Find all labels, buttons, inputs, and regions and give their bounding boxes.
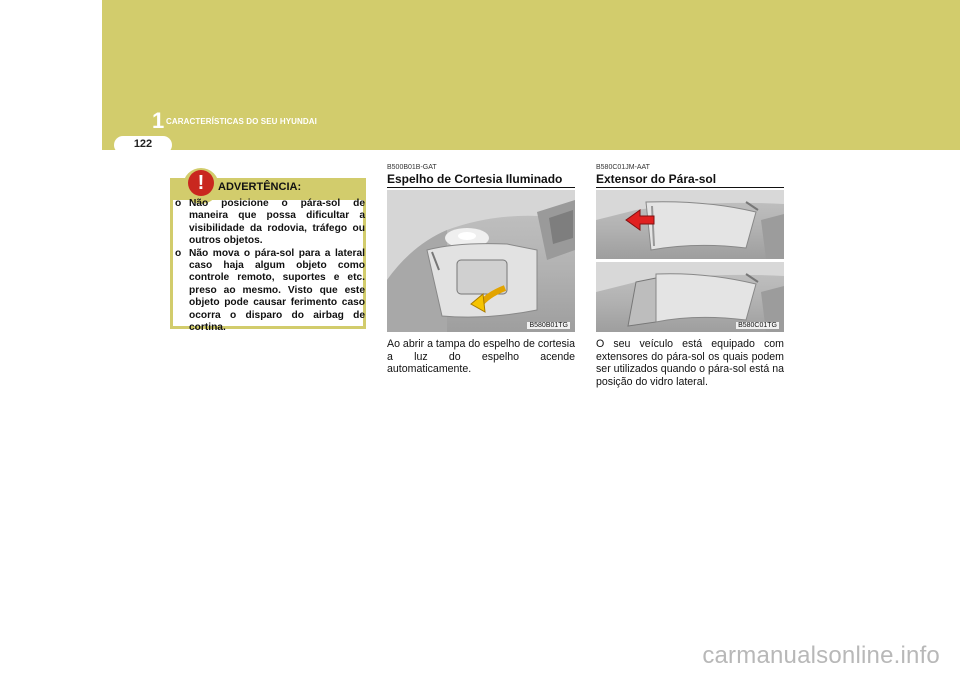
sun-visor-drawing-top <box>596 190 784 259</box>
page-number: 122 <box>133 138 153 150</box>
warning-item <box>175 198 365 248</box>
warning-exclamation-icon: ! <box>188 170 214 196</box>
vanity-mirror-illustration <box>387 190 575 332</box>
chapter-title: CARACTERÍSTICAS DO SEU HYUNDAI <box>166 117 318 126</box>
mirror-section-body: Ao abrir a tampa do espelho de cortesia a luz do espelho acende automaticamente. <box>387 338 575 376</box>
header-band <box>102 0 960 150</box>
extender-section-rule <box>596 187 784 188</box>
sun-visor-extender-illustration-bottom <box>596 262 784 332</box>
extender-section-code: B580C01JM-AAT <box>596 164 650 171</box>
mirror-section-code: B500B01B-GAT <box>387 164 437 171</box>
extender-figure-label: B580C01TG <box>738 322 777 329</box>
extender-section-heading: Extensor do Pára-sol <box>596 172 717 186</box>
vanity-mirror-drawing <box>387 190 575 332</box>
warning-bullet: o <box>175 198 182 209</box>
watermark: carmanualsonline.info <box>702 642 940 669</box>
extender-section-body: O seu veículo está equipado com extensores do pára-sol os quais podem ser utilizados quando o pára-sol está na posição do vidro lateral. <box>596 338 784 388</box>
warning-bullet: o <box>175 247 182 259</box>
mirror-figure-label: B580B01TG <box>529 322 568 329</box>
warning-title: ADVERTÊNCIA: <box>218 181 302 193</box>
page-number-tab <box>114 136 172 154</box>
warning-list <box>175 198 365 334</box>
sun-visor-extender-illustration-top <box>596 190 784 259</box>
mirror-section-heading: Espelho de Cortesia Iluminado <box>387 172 563 186</box>
mirror-section-rule <box>387 187 575 188</box>
chapter-number: 1 <box>152 108 165 133</box>
warning-item-text: Não mova o pára-sol para a lateral caso haja algum objeto como controle remoto, suportes e etc. preso ao mesmo. Visto que este objeto pode causar ferimento caso ocorra o disparo do airbag de cortina. <box>189 247 365 334</box>
warning-item-text: Não posicione o pára-sol de maneira que possa dificultar a visibilidade da rodovia, tráfego ou outros objetos. <box>189 198 365 247</box>
warning-item <box>175 248 365 335</box>
